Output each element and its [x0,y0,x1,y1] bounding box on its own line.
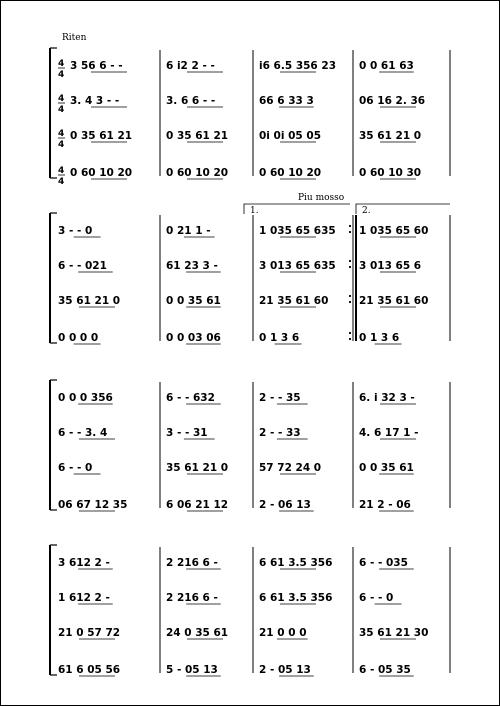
volta-bracket-1 [244,204,350,214]
measure-notes: 61 23 3 - [166,260,218,272]
measure-notes: 0 35 61 21 [70,130,133,142]
measure-notes: 1 612 2 - [58,592,110,604]
measure-notes: 1 035 65 60 [359,225,429,237]
time-signature-bottom: 4 [58,105,65,115]
measure-notes: 0 0 03 06 [166,332,221,344]
measure-notes: 6 - - 632 [166,392,215,404]
measure-notes: 2 - - 35 [259,392,301,404]
measure-notes: 21 0 0 0 [259,627,307,639]
time-signature-top: 4 [58,94,65,104]
measure-notes: 3 013 65 635 [259,260,336,272]
tempo-marking-piu-mosso: Piu mosso [298,193,345,203]
measure-notes: 24 0 35 61 [166,627,229,639]
measure-notes: 6 - - 0 [359,592,394,604]
repeat-dot [349,301,351,303]
repeat-dot [349,231,351,233]
time-signature-bottom: 4 [58,70,65,80]
measure-notes: 35 61 21 30 [359,627,429,639]
measure-notes: 21 0 57 72 [58,627,121,639]
time-signature-top: 4 [58,166,65,176]
measure-notes: 3 612 2 - [58,557,110,569]
measure-notes: 21 35 61 60 [259,295,329,307]
measure-notes: 06 67 12 35 [58,499,128,511]
measure-notes: 3 - - 0 [58,225,93,237]
tempo-marking-riten: Riten [62,33,87,43]
repeat-dot [349,225,351,227]
measure-notes: 0 21 1 - [166,225,211,237]
measure-notes: 3 56 6 - - [70,60,123,72]
measure-notes: 0 1 3 6 [359,332,400,344]
measure-notes: 06 16 2. 36 [359,95,426,107]
measure-notes: 2 - - 33 [259,427,301,439]
repeat-dot [349,260,351,262]
measure-notes: 0 0 35 61 [359,462,414,474]
measure-notes: 6 - - 3. 4 [58,427,108,439]
measure-notes: i6 6.5 356 23 [259,60,337,72]
time-signature-top: 4 [58,59,65,69]
volta-label-1: 1. [250,206,259,216]
measure-notes: 6 - - 021 [58,260,107,272]
measure-notes: 0 0 35 61 [166,295,221,307]
measure-notes: 6 61 3.5 356 [259,592,333,604]
measure-notes: 6 - - 035 [359,557,408,569]
repeat-dot [349,295,351,297]
measure-notes: 1 035 65 635 [259,225,336,237]
measure-notes: 0 60 10 20 [70,167,133,179]
measure-notes: 0 60 10 20 [259,167,322,179]
measure-notes: 2 - 05 13 [259,664,311,676]
measure-notes: 35 61 21 0 [359,130,422,142]
time-signature-bottom: 4 [58,140,65,150]
measure-notes: 0 0 61 63 [359,60,414,72]
measure-notes: 61 6 05 56 [58,664,121,676]
volta-label-2: 2. [362,206,371,216]
repeat-dot [349,338,351,340]
measure-notes: 0 60 10 30 [359,167,422,179]
measure-notes: 3. 6 6 - - [166,95,216,107]
measure-notes: 21 2 - 06 [359,499,411,511]
measure-notes: 6 - - 0 [58,462,93,474]
measure-notes: 2 - 06 13 [259,499,311,511]
measure-notes: 57 72 24 0 [259,462,322,474]
measure-notes: 5 - 05 13 [166,664,218,676]
measure-notes: 6 61 3.5 356 [259,557,333,569]
measure-notes: 2 216 6 - [166,557,218,569]
measure-notes: 0 0 0 0 [58,332,99,344]
measure-notes: 3 013 65 6 [359,260,422,272]
measure-notes: 0 35 61 21 [166,130,229,142]
measure-notes: 35 61 21 0 [58,295,121,307]
repeat-dot [349,332,351,334]
measure-notes: 3 - - 31 [166,427,208,439]
measure-notes: 35 61 21 0 [166,462,229,474]
measure-notes: 0 60 10 20 [166,167,229,179]
repeat-dot [349,266,351,268]
time-signature-top: 4 [58,129,65,139]
measure-notes: 4. 6 17 1 - [359,427,419,439]
measure-notes: 6 i2 2 - - [166,60,215,72]
measure-notes: 21 35 61 60 [359,295,429,307]
measure-notes: 6 06 21 12 [166,499,229,511]
measure-notes: 0 1 3 6 [259,332,300,344]
measure-notes: 6. i 32 3 - [359,392,415,404]
time-signature-bottom: 4 [58,177,65,187]
measure-notes: 66 6 33 3 [259,95,314,107]
measure-notes: 2 216 6 - [166,592,218,604]
measure-notes: 0i 0i 05 05 [259,130,322,142]
measure-notes: 6 - 05 35 [359,664,411,676]
measure-notes: 3. 4 3 - - [70,95,120,107]
measure-notes: 0 0 0 356 [58,392,113,404]
